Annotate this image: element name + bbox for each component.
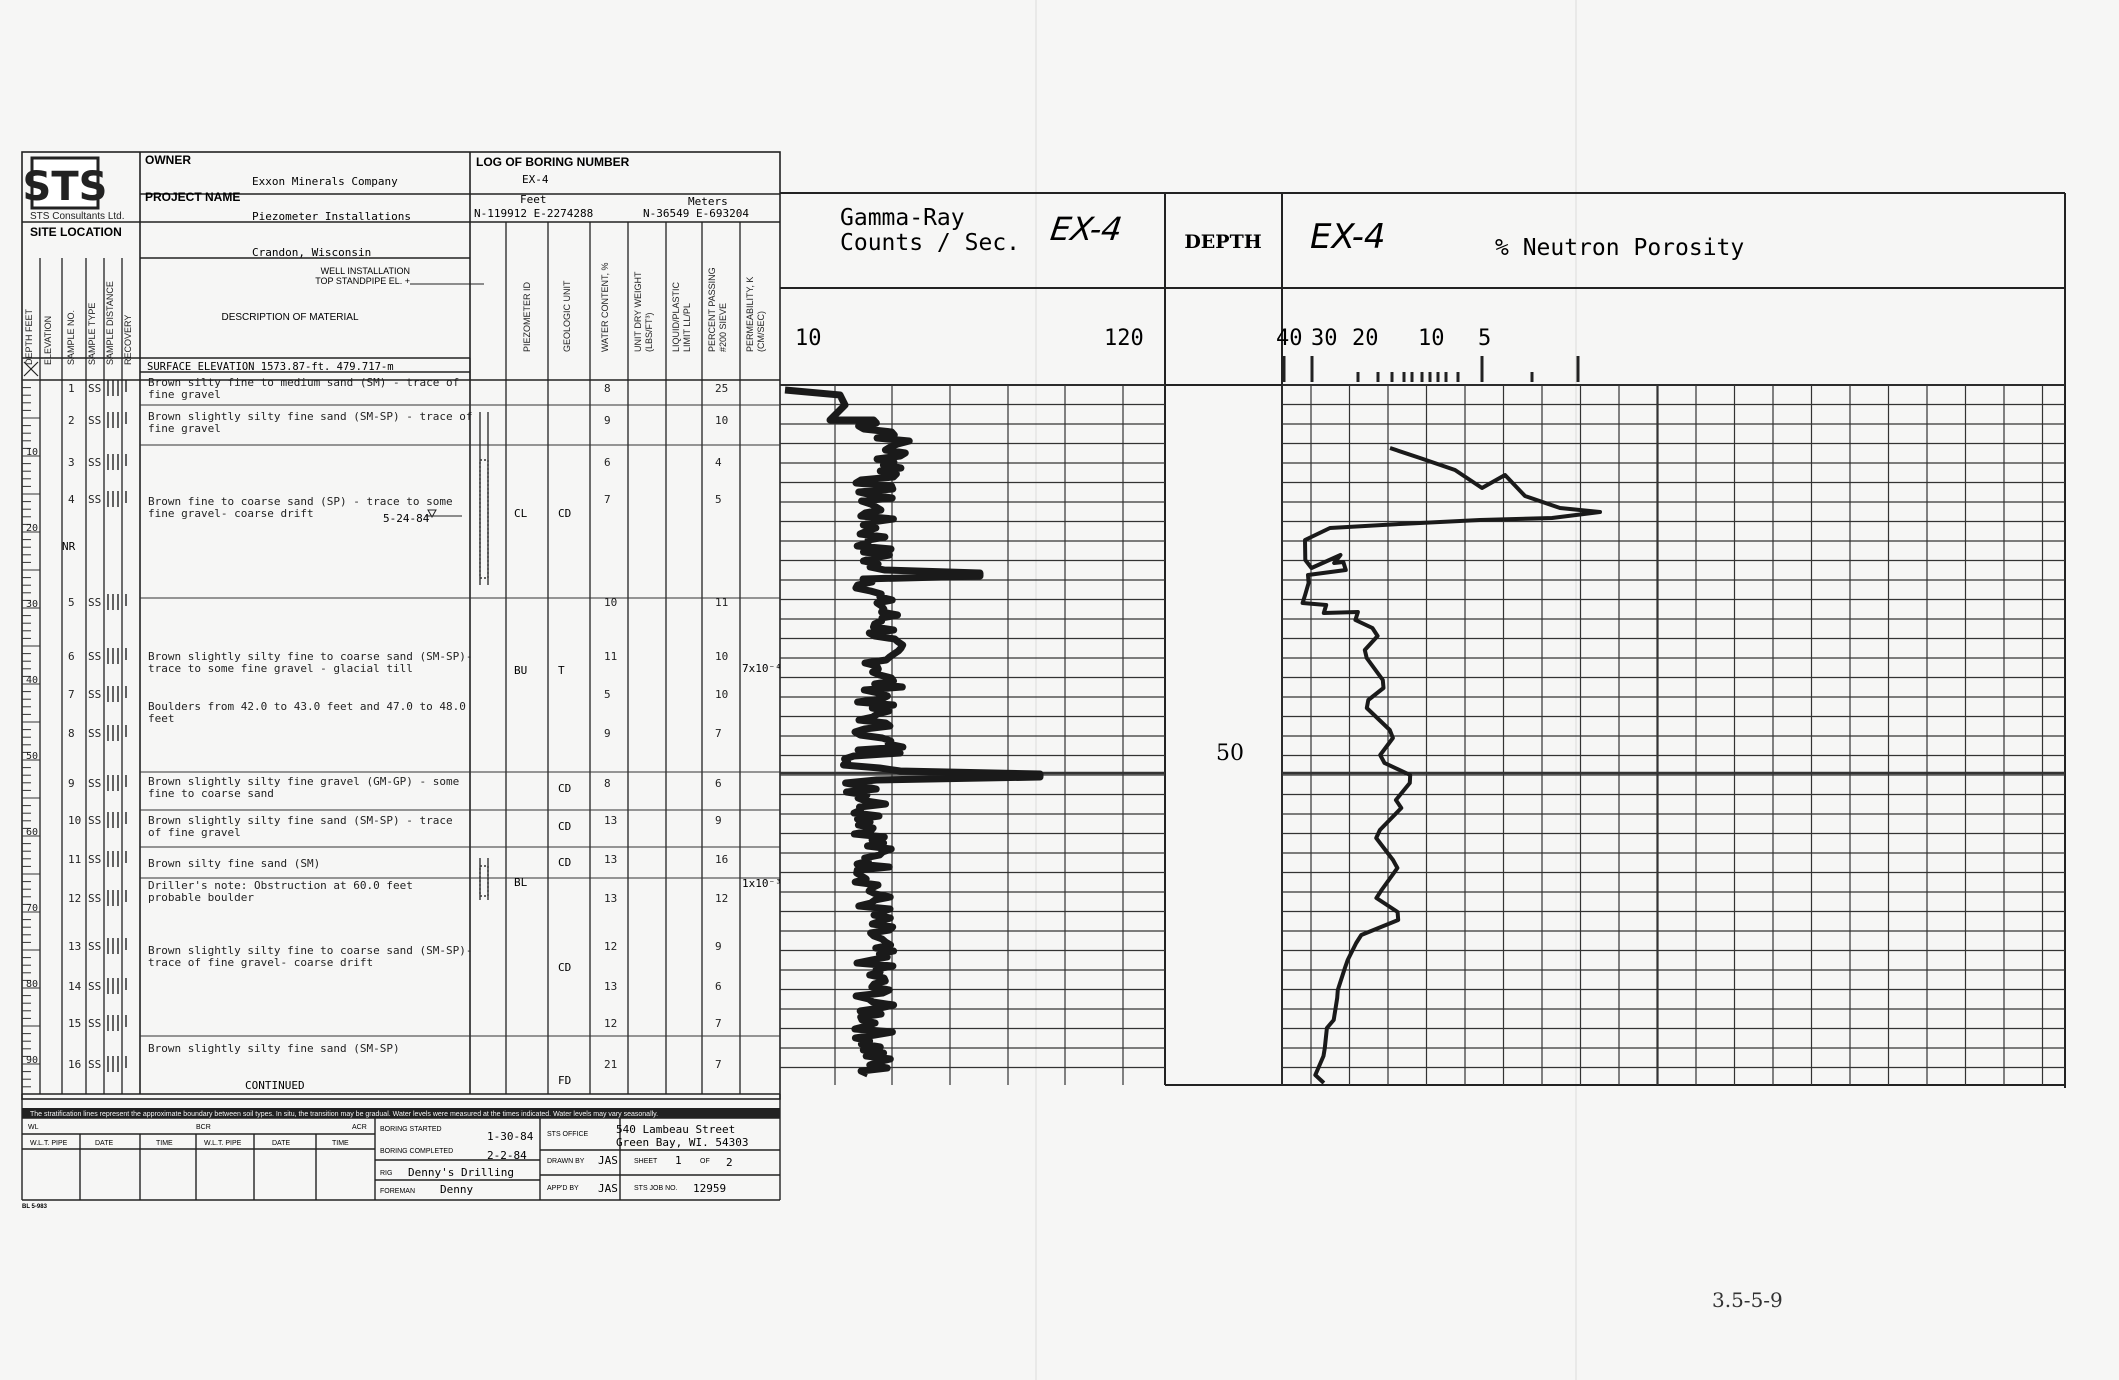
percent-passing: 7 [715,1017,722,1030]
sample-number: 9 [68,777,75,790]
right-column-header [707,267,728,352]
right-column-header [522,281,532,352]
gamma-scale-max: 120 [1104,326,1144,351]
material-description [148,376,459,401]
sample-number: 13 [68,940,82,953]
depth-tick-label: 60 [26,827,39,838]
gamma-grid [780,385,1165,1085]
neutron-porosity-trace [1303,448,1600,1083]
right-column-headers [522,263,766,353]
sample-type: SS [88,688,102,701]
site-label: SITE LOCATION [30,225,122,239]
text-line: Brown silty fine sand (SM) [148,857,321,870]
sample-number: 5 [68,596,75,609]
approved-by-label: APP'D BY [547,1185,579,1192]
stratification-note: The stratification lines represent the approximate boundary between soil types. In situ, the transition may be gradual. Water levels were measured at the times indicated. Water levels may vary seasonally. [30,1111,659,1118]
gamma-ray-trace [785,390,1040,1074]
text-line: Brown slightly silty fine to coarse sand (SM-SP)- [148,650,473,663]
boring-started-label: BORING STARTED [380,1126,442,1133]
piezometer-ids [514,507,528,889]
percent-passing: 25 [715,382,729,395]
permeability-value: 1x10⁻³ [742,877,782,890]
water-level-label: ACR [352,1124,367,1131]
sheet-label: SHEET [634,1158,658,1165]
text-line: TOP STANDPIPE EL. + [315,276,410,286]
sample-number: 11 [68,853,82,866]
sample-number: 8 [68,727,75,740]
water-level-label: WL [28,1124,39,1131]
gamma-handwritten-label: EX-4 [1048,210,1125,248]
text-line: fine gravel [148,422,221,435]
material-description [148,944,473,969]
sample-type: SS [88,414,102,427]
text-line: Gamma-Ray [840,205,965,231]
neutron-scale-label: 30 [1311,326,1338,351]
sample-number: 14 [68,980,82,993]
text-line: probable boulder [148,891,254,904]
rig-value: Denny's Drilling [408,1166,514,1179]
left-column-header: ELEVATION [43,315,53,365]
water-content: 12 [604,940,618,953]
water-level-labels [28,1124,367,1131]
drawn-by-label: DRAWN BY [547,1158,585,1165]
water-content: 9 [604,414,611,427]
text-line: LIMIT LL/PL [682,303,692,352]
sample-number: 10 [68,814,82,827]
text-line: (CM/SEC) [756,311,766,352]
water-content: 8 [604,777,611,790]
sample-type: SS [88,650,102,663]
piezometer-standpipe [480,412,488,900]
water-content: 13 [604,892,618,905]
boring-completed-label: BORING COMPLETED [380,1148,454,1155]
water-content: 9 [604,727,611,740]
water-content: 12 [604,1017,618,1030]
sample-type: SS [88,596,102,609]
sheet-value: 1 [675,1154,682,1167]
percent-passing: 16 [715,853,729,866]
office-address [616,1123,748,1149]
text-line: LIQUID/PLASTIC [671,281,681,352]
of-label: OF [700,1158,710,1165]
material-description [148,410,473,435]
sample-type: SS [88,1017,102,1030]
foreman-label: FOREMAN [380,1188,415,1195]
text-line: feet [148,712,175,725]
depth-tick-label: 10 [26,447,39,458]
text-line: fine to coarse sand [148,787,274,800]
text-line: GEOLOGIC UNIT [562,280,572,352]
text-line: (LBS/FT³) [644,312,654,352]
text-line: Green Bay, WI. 54303 [616,1136,749,1149]
company-caption: STS Consultants Ltd. [30,211,125,222]
depth-tick-label: 50 [26,751,39,762]
water-level-columns [30,1140,349,1147]
percent-passing: 7 [715,727,722,740]
text-line: Brown slightly silty fine sand (SM-SP) - trace of [148,410,473,423]
boring-completed-value: 2-2-84 [487,1149,527,1162]
water-content: 13 [604,814,618,827]
left-columns [40,258,122,1094]
material-descriptions [148,376,473,1055]
sample-type: SS [88,727,102,740]
material-description [148,814,453,839]
material-description [148,775,459,800]
material-description [148,857,320,870]
text-line: PERCENT PASSING [707,267,717,352]
water-level-column: TIME [332,1140,349,1147]
percent-passing: 9 [715,940,722,953]
text-line: Brown slightly silty fine to coarse sand (SM-SP)- [148,944,473,957]
water-content: 11 [604,650,618,663]
percent-passing: 6 [715,980,722,993]
left-column-header: DEPTH FEET [24,308,34,365]
right-column-header [671,281,692,352]
water-content: 8 [604,382,611,395]
percent-passing: 4 [715,456,722,469]
permeability-values [742,662,782,890]
sts-logo [23,158,108,210]
sample-type: SS [88,456,102,469]
logo-lettering: STS [22,164,108,210]
water-level-column: TIME [156,1140,173,1147]
material-description [148,700,466,725]
water-level-label: BCR [196,1124,211,1131]
percent-passing: 12 [715,892,729,905]
feet-coordinates: N-119912 E-2274288 [474,207,594,220]
geologic-unit: T [558,664,565,677]
right-column-header [600,263,610,353]
water-level-column: DATE [95,1140,114,1147]
sheet-total: 2 [726,1156,733,1169]
page-number: 3.5-5-9 [1712,1288,1783,1312]
text-line: Counts / Sec. [840,230,1021,256]
text-line: Brown slightly silty fine gravel (GM-GP) - some [148,775,460,788]
rig-label: RIG [380,1170,393,1177]
sample-type: SS [88,853,102,866]
left-column-header: RECOVERY [123,314,133,365]
surface-elevation: SURFACE ELEVATION 1573.87-ft. 479.717-m [147,361,394,373]
water-content: 13 [604,980,618,993]
text-line: PIEZOMETER ID [522,281,532,352]
gamma-scale-min: 10 [795,326,822,351]
owner-label: OWNER [145,153,191,167]
water-level-column: W.L.T. PIPE [30,1140,68,1147]
continued-label: CONTINUED [245,1079,305,1092]
depth-marker: 50 [1216,741,1244,766]
water-level-date: 5-24-84 [383,512,430,525]
neutron-scale-label: 20 [1352,326,1379,351]
text-line: UNIT DRY WEIGHT [633,271,643,352]
neutron-title: % Neutron Porosity [1495,235,1745,261]
water-content: 21 [604,1058,618,1071]
text-line: Brown slightly silty fine sand (SM-SP) - trace [148,814,453,827]
neutron-scale-ticks [1284,356,1578,382]
sample-number: 3 [68,456,75,469]
water-content: 6 [604,456,611,469]
owner-value: Exxon Minerals Company [252,175,398,188]
log-value: EX-4 [522,173,549,186]
geologic-unit: FD [558,1074,572,1087]
job-number-label: STS JOB NO. [634,1185,678,1192]
piezometer-id: BL [514,876,528,889]
sample-number: 6 [68,650,75,663]
geologic-unit: CD [558,782,572,795]
material-description [148,1042,400,1055]
right-column-header [633,271,654,352]
neutron-scale-label: 10 [1418,326,1445,351]
left-column-header: SAMPLE TYPE [87,302,97,365]
sample-number: 16 [68,1058,82,1071]
water-level-column: DATE [272,1140,291,1147]
neutron-grid [1282,385,2065,1085]
percent-passing: 9 [715,814,722,827]
feet-label: Feet [520,193,547,206]
water-level-column: W.L.T. PIPE [204,1140,242,1147]
project-label: PROJECT NAME [145,190,241,204]
text-line: 540 Lambeau Street [616,1123,736,1136]
material-description [148,650,473,675]
percent-passing: 7 [715,1058,722,1071]
sample-number: 12 [68,892,82,905]
text-line: of fine gravel [148,826,241,839]
meters-label: Meters [688,195,728,208]
geologic-units [558,507,571,1087]
neutron-scale-label: 40 [1276,326,1303,351]
text-line: Brown slightly silty fine sand (SM-SP) [148,1042,400,1055]
depth-tick-label: 40 [26,675,39,686]
form-code: BL 5-983 [22,1204,47,1210]
water-content: 5 [604,688,611,701]
depth-tick-label: 30 [26,599,39,610]
no-recovery-label: NR [62,540,76,553]
sample-number: 1 [68,382,75,395]
description-header: DESCRIPTION OF MATERIAL [221,312,359,323]
right-column-header [745,277,766,352]
drawn-by-value: JAS [598,1154,618,1167]
well-installation-label [315,266,410,286]
sample-recovery-bars [108,380,126,1072]
sample-number: 2 [68,414,75,427]
foreman-value: Denny [440,1183,474,1196]
text-line: PERMEABILITY, K [745,276,755,352]
geologic-unit: CD [558,820,572,833]
percent-passing: 10 [715,414,729,427]
right-column-header [562,280,572,352]
sample-number: 7 [68,688,75,701]
site-value: Crandon, Wisconsin [252,246,372,259]
neutron-scale [1276,326,1491,351]
job-number-value: 12959 [693,1182,727,1195]
left-column-header: SAMPLE DISTANCE [105,281,115,365]
percent-passing: 10 [715,650,729,663]
meters-coordinates: N-36549 E-693204 [643,207,749,220]
text-line: fine gravel- coarse drift [148,507,314,520]
water-content: 13 [604,853,618,866]
geologic-unit: CD [558,961,572,974]
boring-started-value: 1-30-84 [487,1130,534,1143]
depth-tick-label: 70 [26,903,39,914]
text-line: Brown fine to coarse sand (SP) - trace to some [148,495,453,508]
text-line: Driller's note: Obstruction at 60.0 feet [148,879,413,892]
sample-type: SS [88,892,102,905]
text-line: trace to some fine gravel - glacial till [148,662,413,675]
sample-type: SS [88,382,102,395]
water-content: 7 [604,493,611,506]
percent-passing: 10 [715,688,729,701]
text-line: Boulders from 42.0 to 43.0 feet and 47.0 to 48.0 [148,700,466,713]
project-value: Piezometer Installations [252,210,411,223]
text-line: fine gravel [148,388,221,401]
approved-by-value: JAS [598,1182,618,1195]
gamma-title [840,205,1020,256]
depth-tick-label: 80 [26,979,39,990]
text-line: Brown silty fine to medium sand (SM) - trace of [148,376,460,389]
geologic-unit: CD [558,856,572,869]
sample-number: 4 [68,493,75,506]
piezometer-id: BU [514,664,528,677]
text-line: WATER CONTENT, % [600,262,610,352]
percent-passing: 11 [715,596,729,609]
depth-tick-label: 90 [26,1055,39,1066]
percent-passing: 5 [715,493,722,506]
water-content: 10 [604,596,618,609]
office-label: STS OFFICE [547,1131,589,1138]
depth-tick-label: 20 [26,523,39,534]
percent-passing: 6 [715,777,722,790]
neutron-scale-label: 5 [1478,326,1492,351]
depth-title: DEPTH [1184,231,1262,253]
geologic-unit: CD [558,507,572,520]
material-description [148,879,413,904]
text-line: trace of fine gravel- coarse drift [148,956,374,969]
sample-type: SS [88,814,102,827]
sample-number: 15 [68,1017,82,1030]
sample-type: SS [88,1058,102,1071]
left-column-header: SAMPLE NO. [66,309,76,365]
text-line: #200 SIEVE [718,302,728,352]
permeability-value: 7x10⁻⁴ [742,662,782,675]
piezometer-id: CL [514,507,528,520]
sample-type: SS [88,980,102,993]
log-label: LOG OF BORING NUMBER [476,155,630,169]
sample-type: SS [88,940,102,953]
text-line: WELL INSTALLATION [320,266,410,276]
sample-type: SS [88,493,102,506]
neutron-handwritten-label: EX-4 [1310,217,1386,257]
sample-type: SS [88,777,102,790]
